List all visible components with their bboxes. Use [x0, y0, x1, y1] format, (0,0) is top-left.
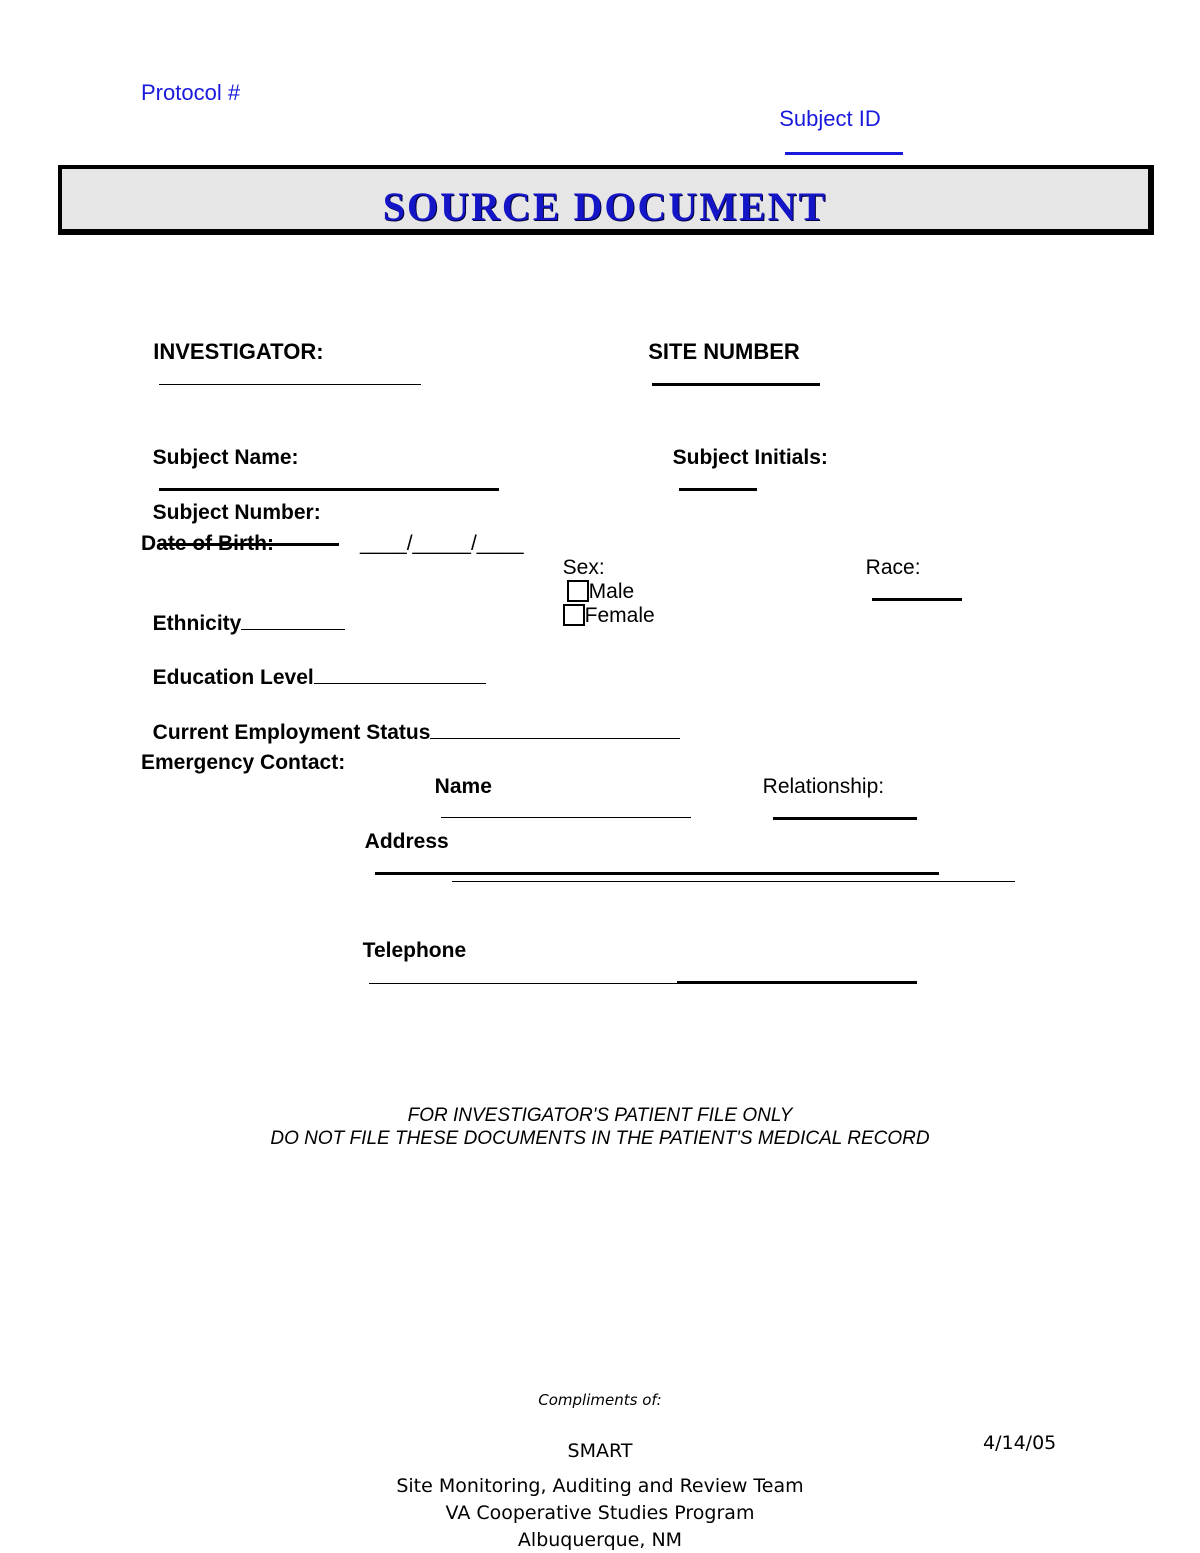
address-field: [353, 806, 939, 881]
relationship-label: Relationship:: [762, 775, 885, 798]
subject-number-label: Subject Number:: [152, 501, 321, 524]
address-input-line2[interactable]: [452, 881, 1015, 882]
ethnicity-input[interactable]: [241, 611, 345, 630]
education-input[interactable]: [314, 665, 486, 684]
female-checkbox[interactable]: [563, 604, 585, 626]
telephone-input-part1[interactable]: [369, 965, 677, 984]
site-number-label: SITE NUMBER: [648, 339, 800, 364]
education-field: [141, 641, 486, 690]
dob-label: Date of Birth:: [141, 532, 274, 555]
investigator-field: [141, 313, 421, 391]
subject-name-label: Subject Name:: [152, 446, 299, 469]
emergency-name-label: Name: [434, 775, 492, 798]
subject-id-label: Subject ID: [779, 106, 881, 131]
male-label: Male: [588, 580, 635, 603]
org-line-2: VA Cooperative Studies Program: [445, 1502, 755, 1524]
address-input-line1[interactable]: [375, 854, 939, 875]
employment-input[interactable]: [430, 720, 680, 739]
race-label: Race:: [865, 556, 921, 579]
subject-id-field: [767, 80, 903, 161]
address-label: Address: [364, 830, 449, 853]
title-banner: [58, 165, 1154, 235]
employment-label: Current Employment Status: [152, 721, 431, 744]
emergency-contact-label: Emergency Contact:: [141, 751, 346, 774]
site-number-field: [636, 313, 820, 392]
org-short-name: SMART: [567, 1440, 633, 1462]
subject-initials-field: [661, 422, 828, 497]
document-title: SOURCE DOCUMENT: [382, 184, 828, 229]
org-line-3: Albuquerque, NM: [517, 1529, 683, 1551]
employment-field: [141, 696, 680, 745]
investigator-input[interactable]: [159, 366, 421, 385]
female-label: Female: [584, 604, 655, 627]
ethnicity-field: [141, 587, 345, 636]
sex-field: [551, 532, 655, 628]
document-date: 4/14/05: [983, 1432, 1057, 1454]
compliments-label: Compliments of:: [538, 1391, 662, 1409]
telephone-field: [351, 915, 917, 990]
telephone-input-part2[interactable]: [677, 963, 917, 984]
org-line-1: Site Monitoring, Auditing and Review Team: [396, 1475, 804, 1497]
race-input[interactable]: [872, 580, 962, 601]
protocol-label: Protocol #: [141, 80, 241, 105]
dob-input[interactable]: ____/_____/____: [360, 532, 524, 555]
education-label: Education Level: [152, 666, 314, 689]
subject-id-input[interactable]: [785, 132, 903, 155]
race-field: [854, 532, 962, 607]
investigator-label: INVESTIGATOR:: [153, 339, 324, 364]
ethnicity-label: Ethnicity: [152, 612, 242, 635]
male-checkbox[interactable]: [567, 580, 589, 602]
notice-line-2: DO NOT FILE THESE DOCUMENTS IN THE PATIENT'S MEDICAL RECORD: [270, 1128, 930, 1149]
telephone-label: Telephone: [362, 939, 467, 962]
subject-initials-label: Subject Initials:: [672, 446, 828, 469]
sex-label: Sex:: [562, 556, 605, 579]
notice-line-1: FOR INVESTIGATOR'S PATIENT FILE ONLY: [407, 1105, 793, 1126]
site-number-input[interactable]: [652, 365, 820, 386]
subject-initials-input[interactable]: [679, 470, 757, 491]
